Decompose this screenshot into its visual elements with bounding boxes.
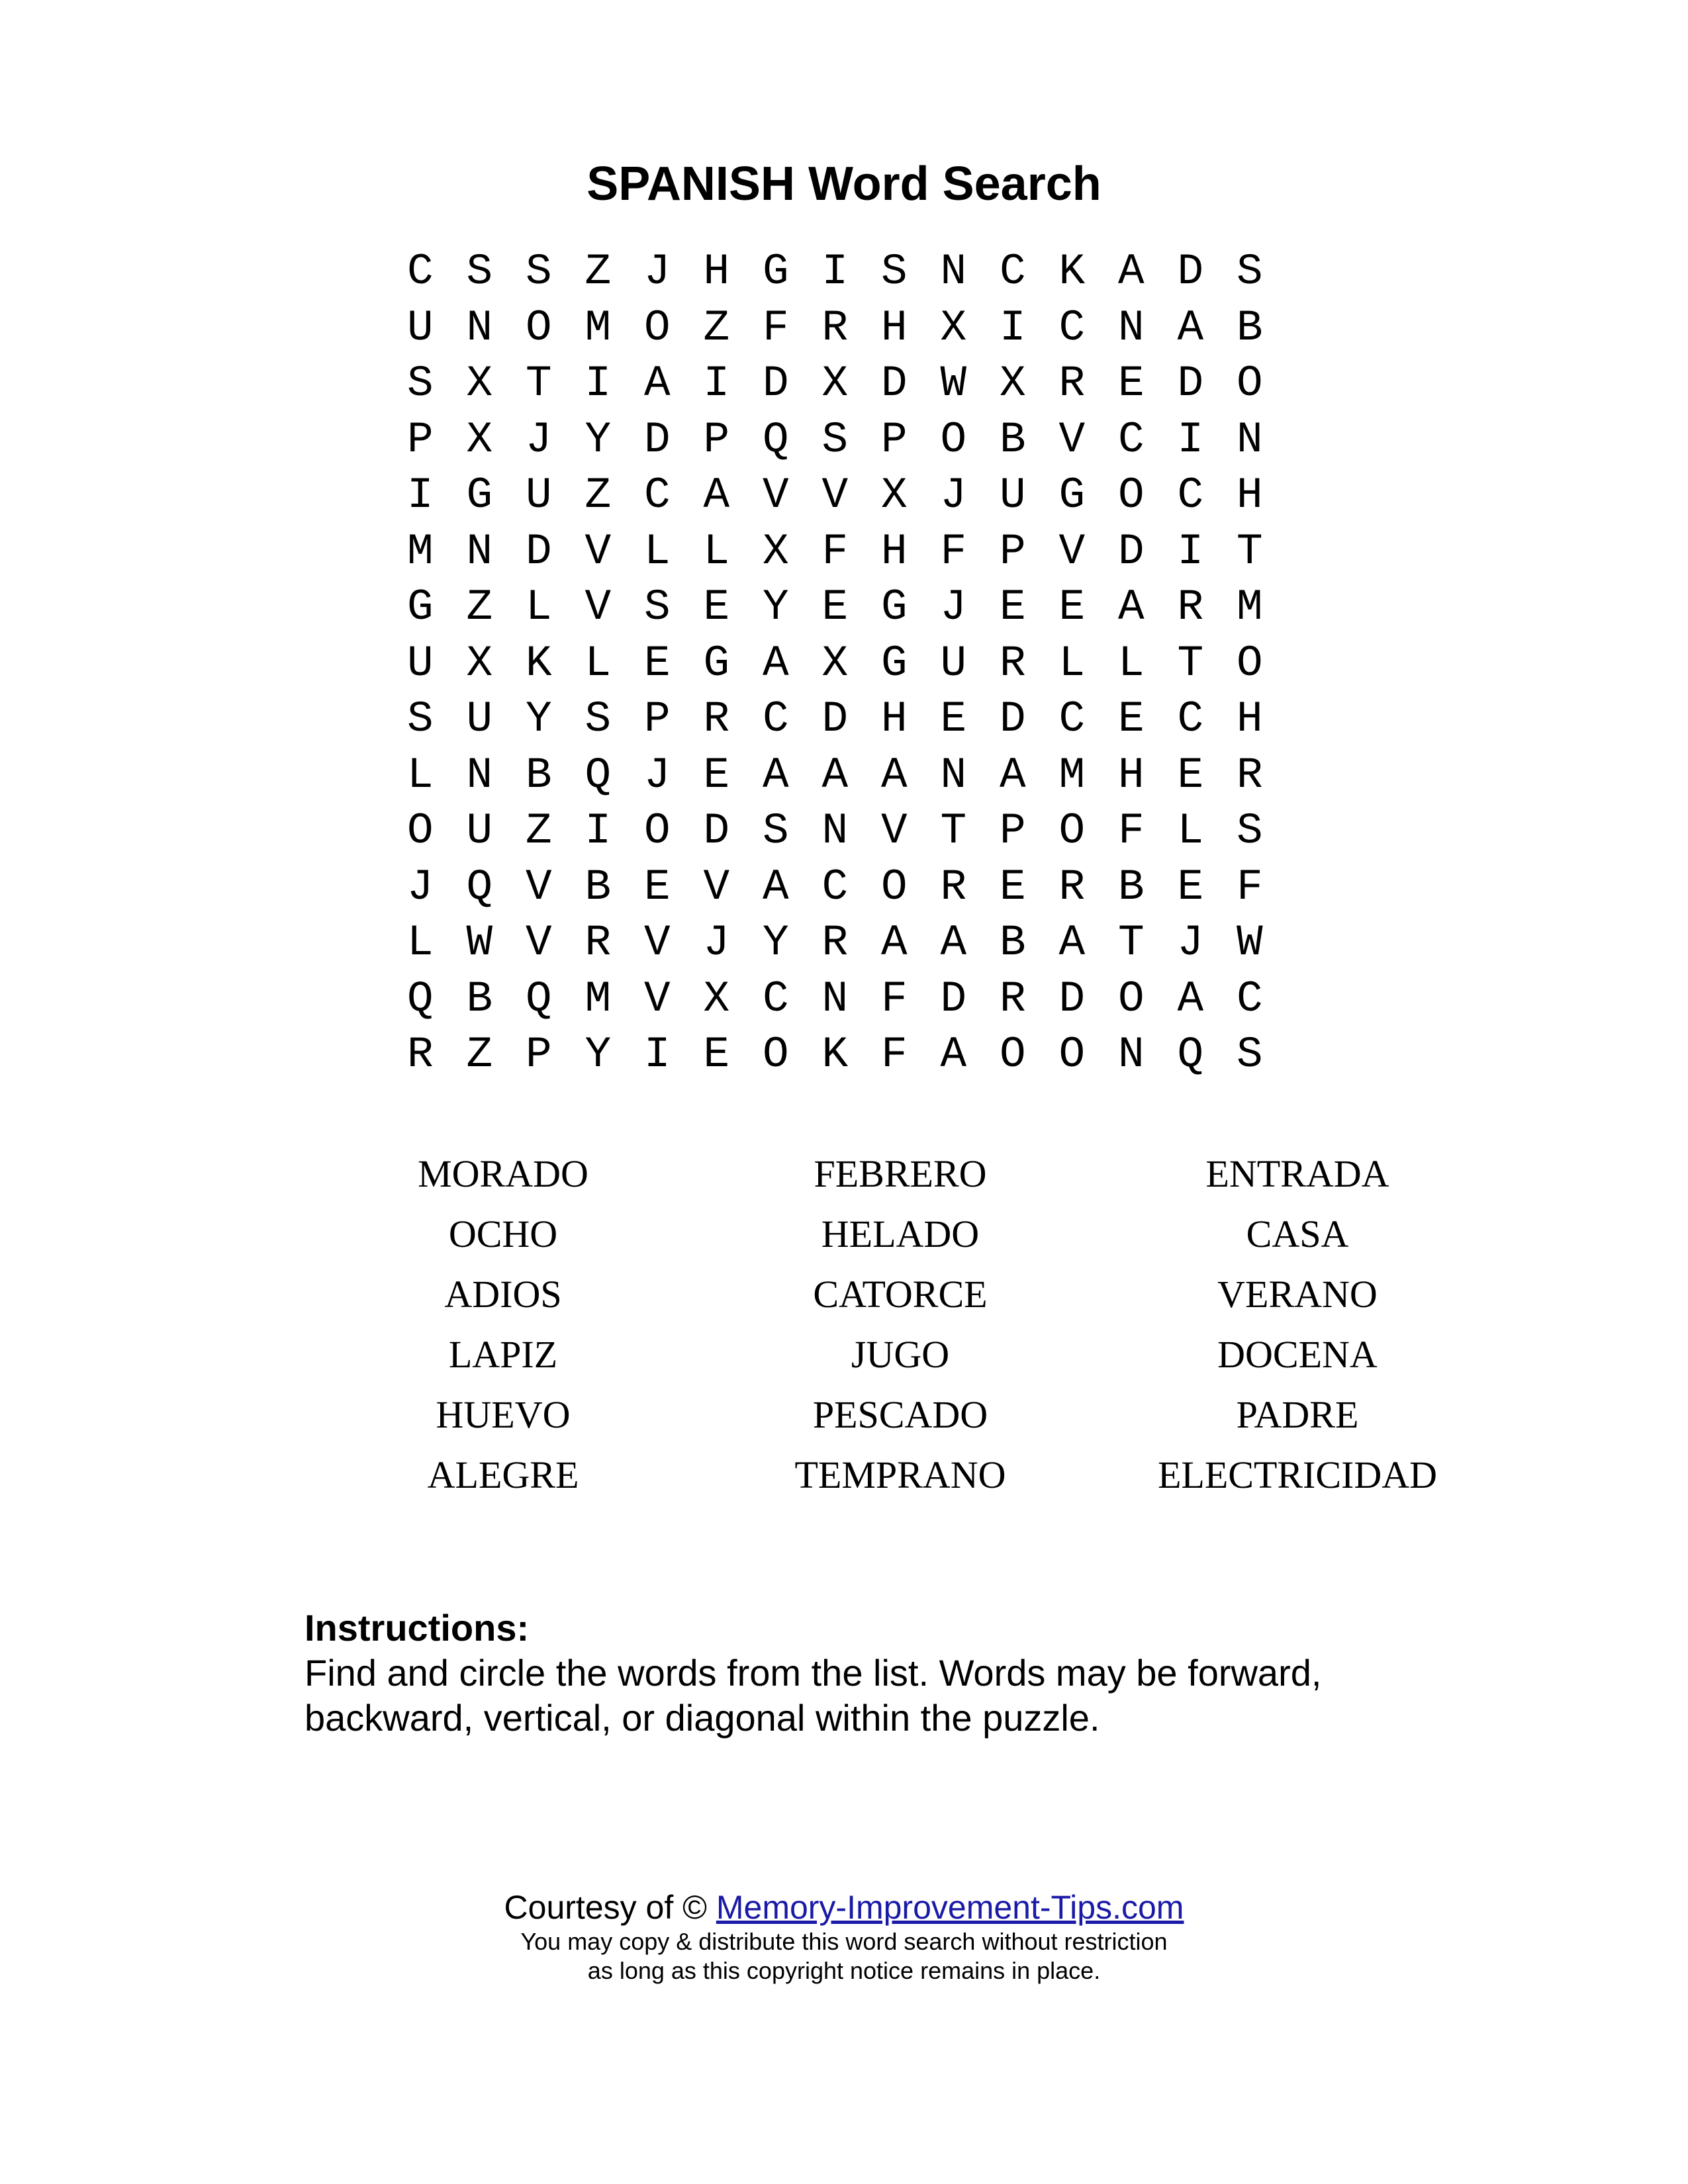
grid-cell: D bbox=[821, 694, 849, 745]
grid-cell: Z bbox=[703, 302, 730, 353]
grid-cell: L bbox=[1177, 806, 1204, 856]
grid-cell: S bbox=[643, 582, 671, 633]
grid-cell: Y bbox=[585, 414, 612, 465]
grid-cell: H bbox=[1236, 694, 1263, 745]
grid-cell: H bbox=[880, 694, 908, 745]
grid-cell: A bbox=[940, 918, 967, 968]
grid-cell: L bbox=[585, 638, 612, 688]
grid-cell: Z bbox=[525, 806, 552, 856]
grid-cell: K bbox=[525, 638, 552, 688]
grid-cell: G bbox=[762, 247, 789, 297]
grid-cell: O bbox=[940, 414, 967, 465]
grid-cell: A bbox=[1058, 918, 1086, 968]
word-list-item: HELADO bbox=[821, 1212, 980, 1255]
grid-cell: I bbox=[585, 806, 612, 856]
grid-cell: F bbox=[880, 974, 908, 1024]
grid-cell: S bbox=[406, 359, 434, 409]
grid-cell: Q bbox=[406, 974, 434, 1024]
grid-row bbox=[391, 636, 1284, 692]
grid-cell: C bbox=[762, 974, 789, 1024]
grid-cell: E bbox=[1117, 359, 1145, 409]
grid-cell: B bbox=[999, 918, 1026, 968]
word-list-item: CASA bbox=[1246, 1212, 1349, 1255]
grid-cell: K bbox=[821, 1030, 849, 1080]
grid-cell: V bbox=[585, 526, 612, 576]
grid-cell: V bbox=[643, 974, 671, 1024]
word-list-item: FEBRERO bbox=[814, 1152, 987, 1195]
grid-cell: J bbox=[643, 750, 671, 800]
grid-cell: B bbox=[1117, 862, 1145, 912]
grid-cell: F bbox=[940, 526, 967, 576]
footer bbox=[0, 1888, 1688, 1985]
courtesy-prefix: Courtesy of © bbox=[504, 1889, 707, 1926]
grid-cell: A bbox=[643, 359, 671, 409]
word-list-item: ADIOS bbox=[444, 1273, 562, 1316]
grid-cell: A bbox=[1177, 302, 1204, 353]
grid-cell: P bbox=[525, 1030, 552, 1080]
grid-row bbox=[391, 356, 1284, 412]
grid-row bbox=[391, 524, 1284, 580]
grid-cell: S bbox=[406, 694, 434, 745]
grid-cell: G bbox=[1058, 471, 1086, 521]
grid-cell: E bbox=[703, 1030, 730, 1080]
grid-cell: R bbox=[999, 974, 1026, 1024]
copyright-notice-line-2: as long as this copyright notice remains in place. bbox=[587, 1957, 1101, 1984]
grid-cell: E bbox=[821, 582, 849, 633]
grid-cell: C bbox=[821, 862, 849, 912]
grid-cell: J bbox=[703, 918, 730, 968]
grid-cell: N bbox=[821, 806, 849, 856]
grid-cell: R bbox=[999, 638, 1026, 688]
grid-cell: D bbox=[1117, 526, 1145, 576]
word-row bbox=[305, 1324, 1496, 1385]
grid-cell: R bbox=[821, 302, 849, 353]
grid-cell: M bbox=[585, 302, 612, 353]
word-list-item: VERANO bbox=[1217, 1273, 1378, 1316]
word-row bbox=[305, 1264, 1496, 1324]
grid-cell: N bbox=[466, 302, 493, 353]
grid-cell: V bbox=[762, 471, 789, 521]
grid-cell: O bbox=[880, 862, 908, 912]
grid-cell: N bbox=[466, 526, 493, 576]
grid-cell: L bbox=[643, 526, 671, 576]
grid-cell: J bbox=[940, 582, 967, 633]
grid-cell: O bbox=[406, 806, 434, 856]
grid-cell: T bbox=[525, 359, 552, 409]
grid-cell: A bbox=[999, 750, 1026, 800]
grid-cell: J bbox=[643, 247, 671, 297]
grid-cell: C bbox=[999, 247, 1026, 297]
grid-cell: H bbox=[703, 247, 730, 297]
grid-cell: R bbox=[1177, 582, 1204, 633]
grid-cell: X bbox=[466, 414, 493, 465]
grid-cell: O bbox=[1236, 359, 1263, 409]
word-list-item: DOCENA bbox=[1217, 1333, 1378, 1376]
grid-cell: X bbox=[880, 471, 908, 521]
grid-cell: C bbox=[762, 694, 789, 745]
grid-cell: O bbox=[999, 1030, 1026, 1080]
grid-cell: P bbox=[703, 414, 730, 465]
letter-grid bbox=[391, 244, 1284, 1083]
grid-cell: V bbox=[1058, 414, 1086, 465]
word-row bbox=[305, 1144, 1496, 1204]
grid-cell: K bbox=[1058, 247, 1086, 297]
page-title: SPANISH Word Search bbox=[586, 158, 1102, 210]
grid-cell: Q bbox=[1177, 1030, 1204, 1080]
grid-cell: X bbox=[940, 302, 967, 353]
grid-cell: I bbox=[1177, 414, 1204, 465]
grid-cell: R bbox=[406, 1030, 434, 1080]
copyright-notice-line-1: You may copy & distribute this word search without restriction bbox=[520, 1928, 1168, 1955]
grid-cell: E bbox=[1058, 582, 1086, 633]
grid-cell: M bbox=[1236, 582, 1263, 633]
instructions-heading: Instructions: bbox=[305, 1607, 530, 1649]
grid-cell: I bbox=[703, 359, 730, 409]
grid-cell: Z bbox=[466, 582, 493, 633]
grid-cell: M bbox=[406, 526, 434, 576]
word-list-item: LAPIZ bbox=[448, 1333, 558, 1376]
grid-cell: X bbox=[466, 359, 493, 409]
grid-cell: F bbox=[1117, 806, 1145, 856]
grid-cell: P bbox=[880, 414, 908, 465]
grid-cell: S bbox=[821, 414, 849, 465]
word-list bbox=[305, 1144, 1496, 1505]
word-row bbox=[305, 1445, 1496, 1505]
grid-cell: Y bbox=[585, 1030, 612, 1080]
grid-cell: X bbox=[762, 526, 789, 576]
word-list-item: PADRE bbox=[1236, 1393, 1359, 1436]
grid-cell: U bbox=[466, 806, 493, 856]
grid-cell: P bbox=[999, 806, 1026, 856]
grid-cell: M bbox=[1058, 750, 1086, 800]
grid-cell: A bbox=[1177, 974, 1204, 1024]
grid-row bbox=[391, 468, 1284, 524]
grid-cell: O bbox=[1117, 471, 1145, 521]
grid-cell: O bbox=[643, 806, 671, 856]
grid-cell: T bbox=[1236, 526, 1263, 576]
grid-cell: R bbox=[940, 862, 967, 912]
grid-cell: I bbox=[406, 471, 434, 521]
grid-cell: U bbox=[525, 471, 552, 521]
grid-cell: S bbox=[1236, 247, 1263, 297]
word-list-item: ENTRADA bbox=[1205, 1152, 1389, 1195]
grid-cell: Y bbox=[762, 582, 789, 633]
grid-cell: V bbox=[880, 806, 908, 856]
grid-cell: H bbox=[1117, 750, 1145, 800]
grid-cell: Z bbox=[466, 1030, 493, 1080]
grid-cell: P bbox=[643, 694, 671, 745]
grid-cell: S bbox=[762, 806, 789, 856]
grid-cell: X bbox=[703, 974, 730, 1024]
grid-row bbox=[391, 580, 1284, 636]
grid-cell: J bbox=[1177, 918, 1204, 968]
grid-cell: Z bbox=[585, 247, 612, 297]
grid-cell: L bbox=[406, 918, 434, 968]
grid-cell: O bbox=[1058, 806, 1086, 856]
grid-cell: F bbox=[821, 526, 849, 576]
grid-cell: H bbox=[880, 526, 908, 576]
grid-cell: U bbox=[466, 694, 493, 745]
grid-cell: T bbox=[1177, 638, 1204, 688]
grid-cell: S bbox=[1236, 1030, 1263, 1080]
grid-cell: O bbox=[1117, 974, 1145, 1024]
grid-cell: Q bbox=[762, 414, 789, 465]
grid-cell: S bbox=[1236, 806, 1263, 856]
grid-cell: A bbox=[762, 750, 789, 800]
grid-cell: H bbox=[880, 302, 908, 353]
grid-cell: C bbox=[1177, 471, 1204, 521]
grid-cell: L bbox=[525, 582, 552, 633]
grid-cell: J bbox=[406, 862, 434, 912]
grid-cell: B bbox=[466, 974, 493, 1024]
word-row bbox=[305, 1385, 1496, 1445]
grid-cell: V bbox=[643, 918, 671, 968]
grid-cell: A bbox=[880, 750, 908, 800]
grid-cell: Q bbox=[466, 862, 493, 912]
grid-cell: E bbox=[999, 582, 1026, 633]
grid-cell: X bbox=[821, 359, 849, 409]
grid-cell: V bbox=[525, 918, 552, 968]
grid-cell: C bbox=[1177, 694, 1204, 745]
grid-cell: M bbox=[585, 974, 612, 1024]
grid-row bbox=[391, 692, 1284, 748]
grid-cell: D bbox=[1058, 974, 1086, 1024]
grid-cell: X bbox=[999, 359, 1026, 409]
grid-cell: C bbox=[643, 471, 671, 521]
grid-cell: N bbox=[1117, 1030, 1145, 1080]
grid-cell: B bbox=[525, 750, 552, 800]
grid-cell: E bbox=[1177, 862, 1204, 912]
grid-cell: A bbox=[762, 862, 789, 912]
grid-cell: D bbox=[1177, 359, 1204, 409]
grid-row bbox=[391, 244, 1284, 300]
grid-cell: N bbox=[466, 750, 493, 800]
grid-cell: C bbox=[1058, 302, 1086, 353]
grid-cell: W bbox=[1236, 918, 1263, 968]
grid-cell: D bbox=[1177, 247, 1204, 297]
grid-cell: V bbox=[703, 862, 730, 912]
word-list-item: CATORCE bbox=[813, 1273, 988, 1316]
grid-cell: Y bbox=[525, 694, 552, 745]
word-list-item: OCHO bbox=[448, 1212, 558, 1255]
grid-cell: I bbox=[643, 1030, 671, 1080]
grid-cell: P bbox=[406, 414, 434, 465]
grid-cell: U bbox=[406, 302, 434, 353]
grid-cell: G bbox=[406, 582, 434, 633]
grid-cell: L bbox=[1058, 638, 1086, 688]
grid-cell: W bbox=[940, 359, 967, 409]
word-list-item: HUEVO bbox=[436, 1393, 571, 1436]
grid-cell: F bbox=[880, 1030, 908, 1080]
word-list-item: JUGO bbox=[851, 1333, 950, 1376]
grid-cell: T bbox=[940, 806, 967, 856]
grid-cell: I bbox=[999, 302, 1026, 353]
grid-cell: O bbox=[1058, 1030, 1086, 1080]
grid-cell: N bbox=[1117, 302, 1145, 353]
grid-cell: C bbox=[406, 247, 434, 297]
grid-cell: E bbox=[999, 862, 1026, 912]
grid-row bbox=[391, 860, 1284, 916]
site-link[interactable]: Memory-Improvement-Tips.com bbox=[716, 1889, 1184, 1926]
grid-cell: V bbox=[525, 862, 552, 912]
word-list-item: ALEGRE bbox=[427, 1453, 579, 1496]
grid-row bbox=[391, 972, 1284, 1028]
grid-cell: E bbox=[703, 582, 730, 633]
grid-cell: I bbox=[1177, 526, 1204, 576]
grid-cell: T bbox=[1117, 918, 1145, 968]
grid-cell: W bbox=[466, 918, 493, 968]
grid-cell: X bbox=[821, 638, 849, 688]
grid-cell: L bbox=[703, 526, 730, 576]
courtesy-line bbox=[0, 1888, 1688, 1927]
grid-row bbox=[391, 748, 1284, 804]
grid-cell: D bbox=[880, 359, 908, 409]
grid-cell: N bbox=[940, 750, 967, 800]
grid-cell: D bbox=[940, 974, 967, 1024]
grid-cell: O bbox=[525, 302, 552, 353]
grid-cell: A bbox=[821, 750, 849, 800]
instructions-body: Find and circle the words from the list. Words may be forward, backward, vertical, or diagonal within the puzzle. bbox=[305, 1652, 1322, 1739]
grid-cell: R bbox=[1058, 359, 1086, 409]
word-list-item: PESCADO bbox=[812, 1393, 988, 1436]
grid-cell: N bbox=[821, 974, 849, 1024]
grid-row bbox=[391, 915, 1284, 972]
grid-cell: R bbox=[1236, 750, 1263, 800]
word-list-item: MORADO bbox=[418, 1152, 588, 1195]
grid-cell: A bbox=[940, 1030, 967, 1080]
grid-cell: V bbox=[1058, 526, 1086, 576]
grid-cell: A bbox=[1117, 247, 1145, 297]
grid-cell: G bbox=[880, 638, 908, 688]
grid-cell: E bbox=[940, 694, 967, 745]
word-row bbox=[305, 1204, 1496, 1264]
grid-cell: V bbox=[821, 471, 849, 521]
grid-cell: S bbox=[880, 247, 908, 297]
grid-cell: B bbox=[585, 862, 612, 912]
grid-cell: G bbox=[880, 582, 908, 633]
grid-cell: R bbox=[1058, 862, 1086, 912]
grid-cell: N bbox=[1236, 414, 1263, 465]
grid-row bbox=[391, 1027, 1284, 1083]
grid-cell: E bbox=[643, 862, 671, 912]
grid-cell: E bbox=[643, 638, 671, 688]
grid-cell: L bbox=[406, 750, 434, 800]
grid-cell: C bbox=[1117, 414, 1145, 465]
instructions-section bbox=[305, 1606, 1430, 1741]
grid-cell: A bbox=[1117, 582, 1145, 633]
grid-cell: Q bbox=[585, 750, 612, 800]
grid-cell: I bbox=[585, 359, 612, 409]
grid-cell: J bbox=[525, 414, 552, 465]
grid-cell: F bbox=[762, 302, 789, 353]
grid-cell: B bbox=[999, 414, 1026, 465]
grid-cell: S bbox=[585, 694, 612, 745]
grid-cell: E bbox=[1117, 694, 1145, 745]
grid-cell: C bbox=[1236, 974, 1263, 1024]
grid-cell: O bbox=[762, 1030, 789, 1080]
grid-row bbox=[391, 412, 1284, 469]
grid-cell: X bbox=[466, 638, 493, 688]
grid-row bbox=[391, 803, 1284, 860]
grid-cell: G bbox=[466, 471, 493, 521]
grid-cell: S bbox=[525, 247, 552, 297]
grid-cell: A bbox=[703, 471, 730, 521]
grid-cell: V bbox=[585, 582, 612, 633]
grid-cell: G bbox=[703, 638, 730, 688]
grid-cell: U bbox=[999, 471, 1026, 521]
grid-cell: A bbox=[880, 918, 908, 968]
grid-cell: C bbox=[1058, 694, 1086, 745]
word-list-item: ELECTRICIDAD bbox=[1157, 1453, 1438, 1496]
grid-cell: D bbox=[762, 359, 789, 409]
grid-cell: U bbox=[406, 638, 434, 688]
word-list-item: TEMPRANO bbox=[794, 1453, 1006, 1496]
grid-cell: O bbox=[643, 302, 671, 353]
grid-cell: P bbox=[999, 526, 1026, 576]
grid-cell: R bbox=[821, 918, 849, 968]
grid-cell: H bbox=[1236, 471, 1263, 521]
grid-cell: Q bbox=[525, 974, 552, 1024]
grid-cell: A bbox=[762, 638, 789, 688]
grid-cell: Y bbox=[762, 918, 789, 968]
grid-cell: U bbox=[940, 638, 967, 688]
grid-cell: D bbox=[525, 526, 552, 576]
grid-cell: E bbox=[703, 750, 730, 800]
grid-cell: D bbox=[999, 694, 1026, 745]
grid-cell: R bbox=[585, 918, 612, 968]
grid-cell: D bbox=[643, 414, 671, 465]
grid-cell: R bbox=[703, 694, 730, 745]
grid-cell: Z bbox=[585, 471, 612, 521]
grid-cell: O bbox=[1236, 638, 1263, 688]
grid-cell: D bbox=[703, 806, 730, 856]
grid-cell: J bbox=[940, 471, 967, 521]
grid-cell: I bbox=[821, 247, 849, 297]
grid-row bbox=[391, 300, 1284, 357]
grid-cell: L bbox=[1117, 638, 1145, 688]
grid-cell: E bbox=[1177, 750, 1204, 800]
grid-cell: F bbox=[1236, 862, 1263, 912]
grid-cell: S bbox=[466, 247, 493, 297]
grid-cell: B bbox=[1236, 302, 1263, 353]
grid-cell: N bbox=[940, 247, 967, 297]
